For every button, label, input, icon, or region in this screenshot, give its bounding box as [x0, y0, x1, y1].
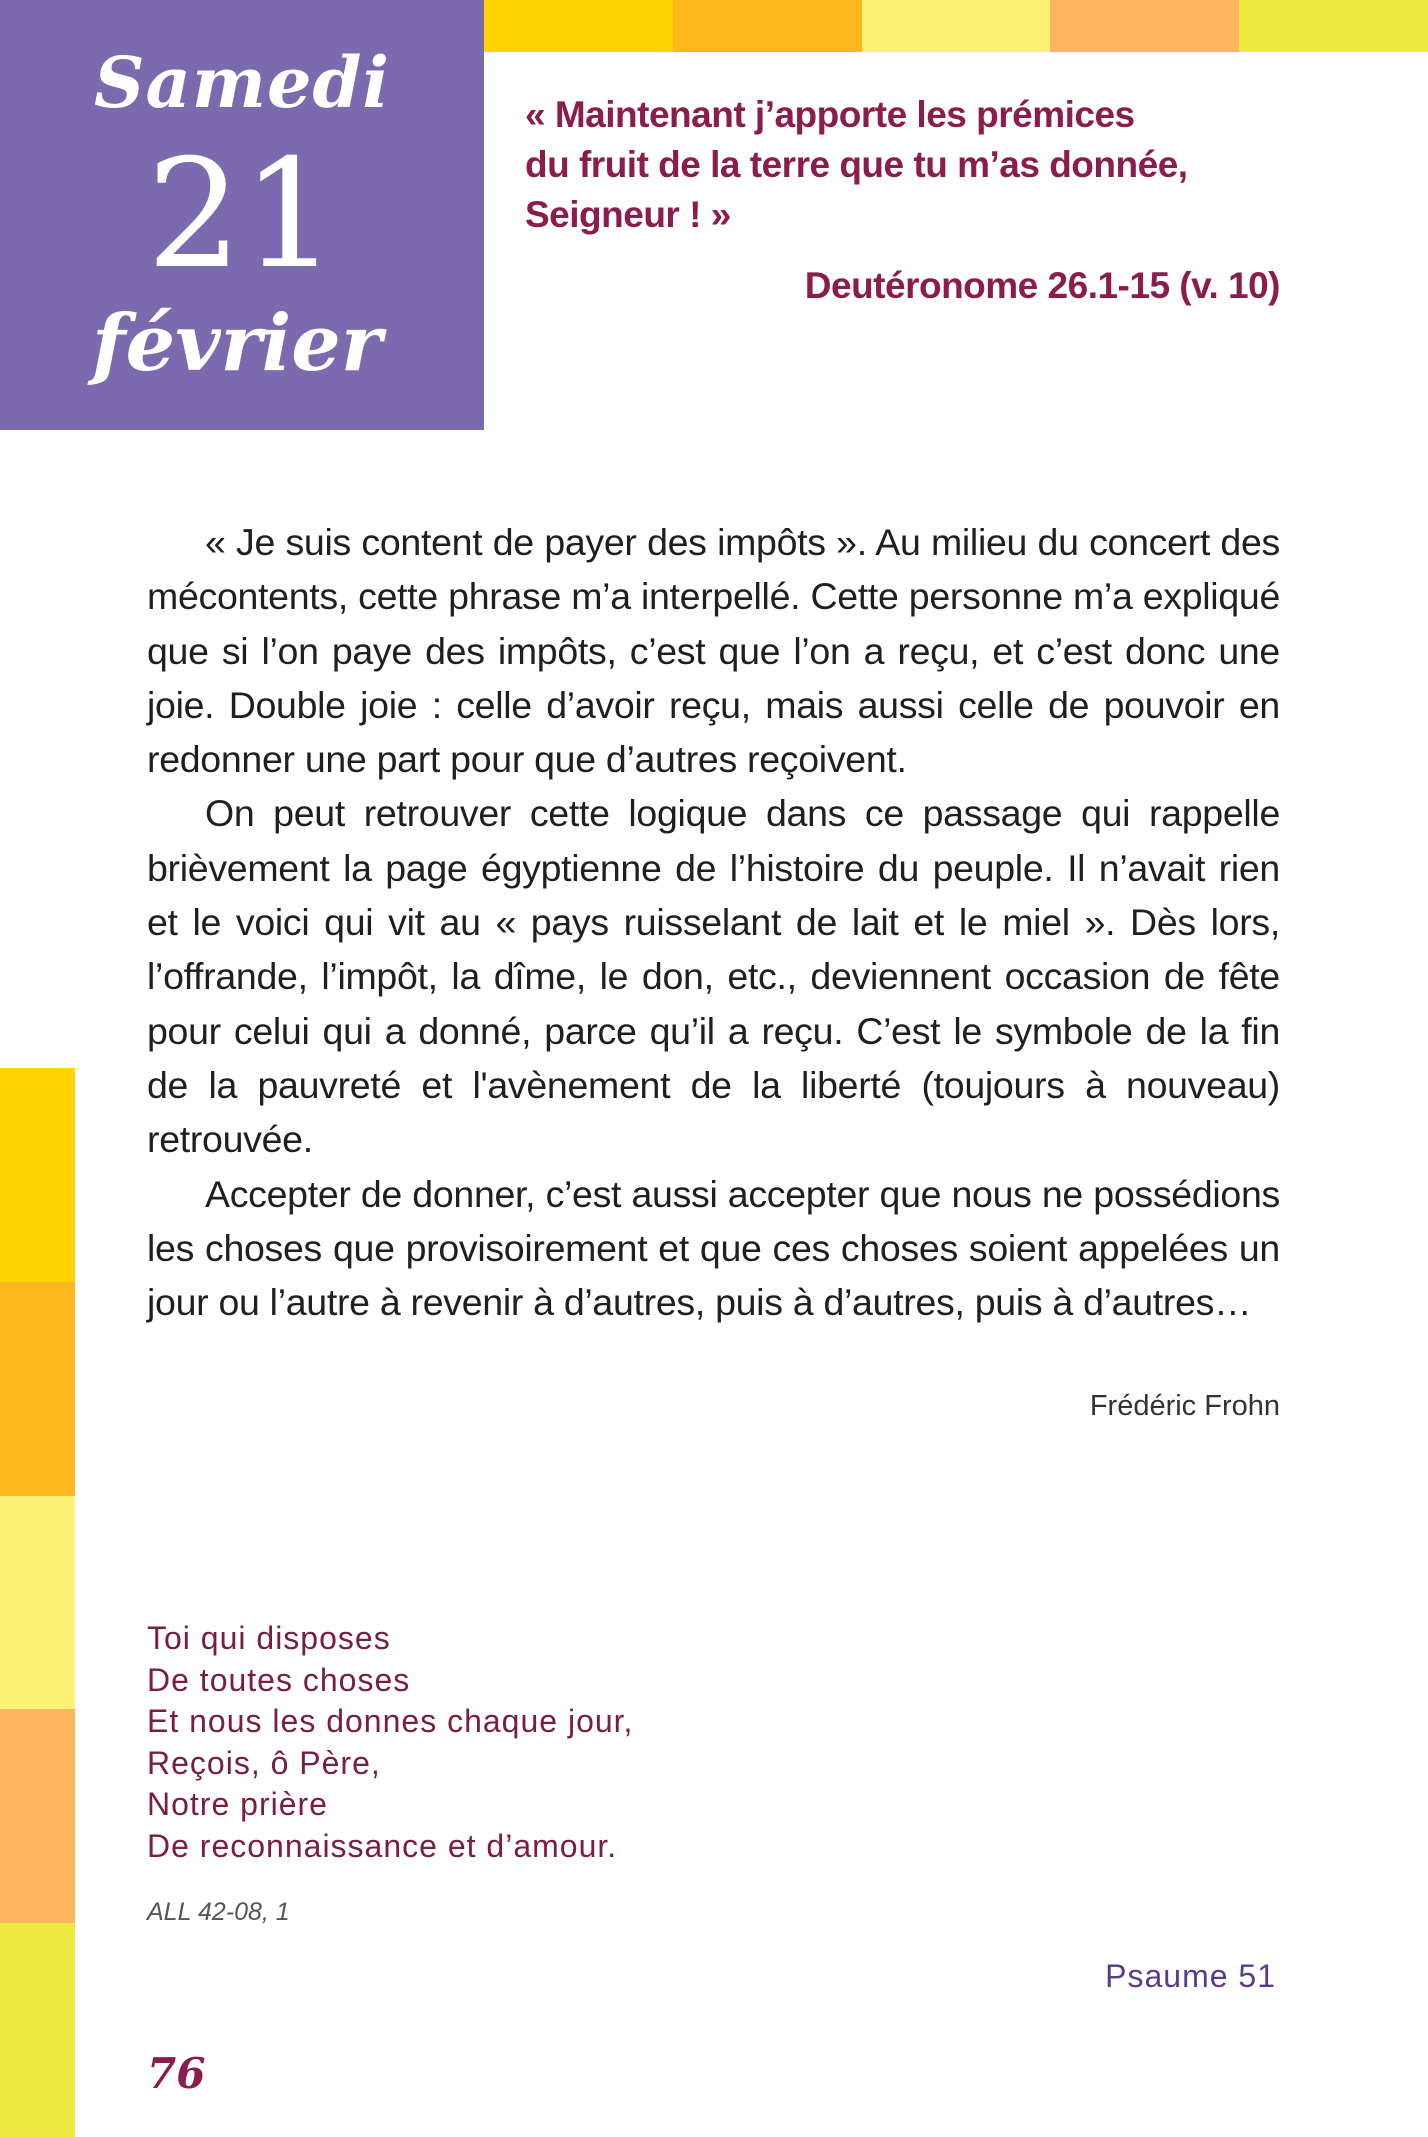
meditation-paragraph: On peut retrouver cette logique dans ce passage qui rappelle brièvement la page égyptienne de l’histoire du peuple. Il n’avait rien et le voici qui vit au « pays ruisselant de lait et le miel ». Dès lors, l’offrande, l’impôt, la dîme, le don, etc., deviennent occasion de fête pour celui qui a donné, parce qu’il a reçu. C’est le symbole de la fin de la pauvreté et l'avènement de la liberté (toujours à nouveau) retrouvée. — [147, 792, 1280, 1161]
page-number: 76 — [147, 2049, 206, 2098]
date-day: 21 — [146, 128, 338, 302]
prayer-line: Notre prière — [147, 1786, 328, 1823]
verse-line: « Maintenant j’apporte les prémices — [525, 94, 1135, 135]
date-month: février — [92, 298, 382, 389]
prayer-line: De reconnaissance et d’amour. — [147, 1827, 618, 1864]
verse-line: Seigneur ! » — [525, 194, 731, 235]
strip-block — [0, 1709, 75, 1923]
prayer-line: Toi qui disposes — [147, 1620, 391, 1656]
author-name: Frédéric Frohn — [1089, 1390, 1280, 1422]
strip-block — [0, 1068, 75, 1282]
meditation-text — [147, 515, 1280, 1329]
meditation-paragraph: « Je suis content de payer des impôts ». Au milieu du concert des mécontents, cette phrase m’a interpellé. Cette personne m’a expliqué que si l’on paye des impôts, c’est que l’on a reçu, et c’est donc une joie. Double joie : celle d’avoir reçu, mais aussi celle de pouvoir en redonner une part pour que d’autres reçoivent. — [147, 521, 1280, 781]
date-weekday: Samedi — [93, 41, 391, 124]
left-color-strip — [0, 1068, 75, 2137]
strip-block — [0, 1282, 75, 1496]
prayer-line: De toutes choses — [147, 1661, 411, 1698]
strip-block — [1050, 0, 1239, 52]
psalm-reference: Psaume 51 — [1105, 1958, 1276, 1994]
meditation-paragraph: Accepter de donner, c’est aussi accepter que nous ne possédions les choses que provisoirement et que ces choses soient appelées un jour ou l’autre à revenir à d’autres, puis à d’autres, puis à d’autres… — [147, 1172, 1280, 1324]
prayer-text — [147, 1618, 633, 1868]
strip-block — [673, 0, 862, 52]
prayer-line: Reçois, ô Père, — [147, 1744, 381, 1781]
strip-block — [0, 1923, 75, 2137]
verse-reference: Deutéronome 26.1-15 (v. 10) — [804, 265, 1280, 306]
strip-block — [862, 0, 1051, 52]
top-color-strip — [484, 0, 1428, 52]
prayer-reference: ALL 42-08, 1 — [147, 1898, 290, 1926]
strip-block — [1239, 0, 1428, 52]
prayer-line: Et nous les donnes chaque jour, — [147, 1703, 634, 1740]
strip-block — [484, 0, 673, 52]
verse-line: du fruit de la terre que tu m’as donnée, — [525, 144, 1188, 185]
strip-block — [0, 1496, 75, 1710]
verse-quote — [525, 90, 1285, 240]
date-box — [0, 0, 484, 430]
